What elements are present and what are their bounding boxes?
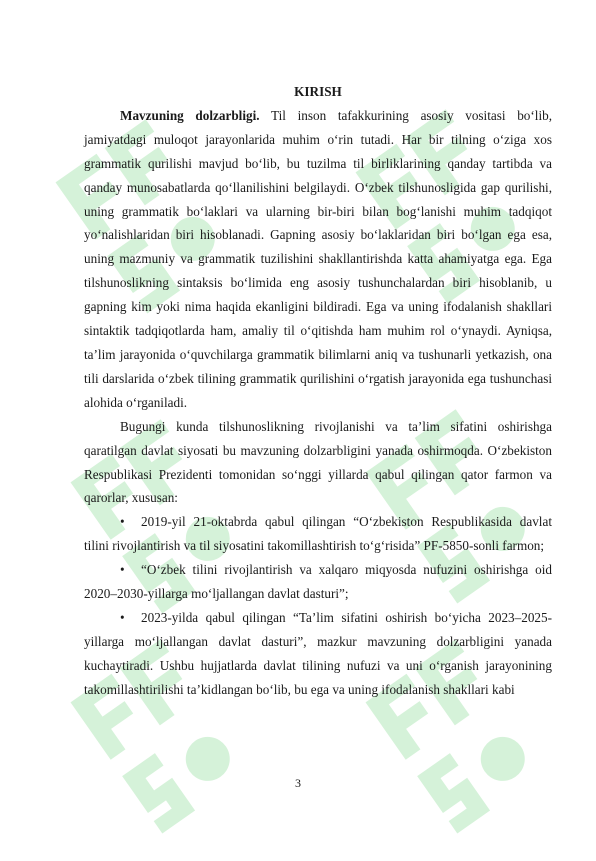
paragraph-relevance	[84, 104, 552, 415]
bullet-icon: •	[120, 562, 125, 578]
document-body	[84, 80, 552, 702]
paragraph-lead: Mavzuning dolzarbligi.	[120, 107, 260, 123]
list-item	[84, 558, 552, 606]
list-item-text: “O‘zbek tilini rivojlantirish va xalqaro miqyosda nufuzini oshirishga oid 2020–2030-yillarga mo‘ljallangan davlat dasturi”;	[84, 562, 552, 602]
paragraph-policy: Bugungi kunda tilshunoslikning rivojlanishi va ta’lim sifatini oshirishga qaratilgan davlat siyosati bu mavzuning dolzarbligini yanada oshirmoqda. O‘zbekiston Respublikasi Prezidenti tomonidan so‘nggi yillarda qabul qilingan qator farmon va qarorlar, xususan:	[84, 418, 552, 506]
list-item-text: 2023-yilda qabul qilingan “Ta’lim sifatini oshirish bo‘yicha 2023–2025-yillarga mo‘ljallangan davlat dasturi”, mazkur mavzuning dolzarbligini yanada kuchaytiradi. Ushbu hujjatlarda davlat tilining nufuzi va uni o‘rganish jarayonining takomillashtirilishi ta’kidlangan bo‘lib, bu ega va uning ifodalanish shakllari kabi	[84, 609, 552, 697]
section-title: KIRISH	[294, 84, 342, 99]
list-item	[84, 510, 552, 558]
bullet-icon: •	[120, 514, 125, 530]
bullet-icon: •	[120, 609, 125, 625]
page-number: 3	[295, 776, 301, 790]
list-item-text: 2019-yil 21-oktabrda qabul qilingan “O‘zbekiston Respublikasida davlat tilini rivojlantirish va til siyosatini takomillashtirish to‘g‘risida” PF-5850-sonli farmon;	[84, 514, 552, 554]
list-item	[84, 606, 552, 702]
paragraph-text: Til inson tafakkurining asosiy vositasi bo‘lib, jamiyatdagi muloqot jarayonlarida muhim o‘rin tutadi. Har bir tilning o‘ziga xos grammatik qurilishi mavjud bo‘lib, bu tuzilma til birliklarining qanday tartibda va qanday munosabatlarda qo‘llanilishini belgilaydi. O‘zbek tilshunosligida gap qurilishi, uning grammatik bo‘laklari va ularning bir-biri bilan bog‘lanishi muhim tadqiqot yo‘nalishlaridan biri hisoblanadi. Gapning asosiy bo‘laklaridan biri bo‘lgan ega esa, uning mazmuniy va grammatik tuzilishini shakllantirishda katta ahamiyatga ega. Ega tilshunoslikning sintaksis bo‘limida eng asosiy tushunchalardan biri hisoblanib, u gapning kim yoki nima haqida ekanligini bildiradi. Ega va uning ifodalanish shakllari sintaktik tadqiqotlarda ham, amaliy til o‘qitishda ham muhim rol o‘ynaydi. Ayniqsa, ta’lim jarayonida o‘quvchilarga grammatik bilimlarni aniq va tushunarli yetkazish, ona tili darslarida o‘zbek tilining grammatik qurilishini o‘rgatish jarayonida ega tushunchasi alohida o‘rganiladi.	[84, 107, 552, 410]
